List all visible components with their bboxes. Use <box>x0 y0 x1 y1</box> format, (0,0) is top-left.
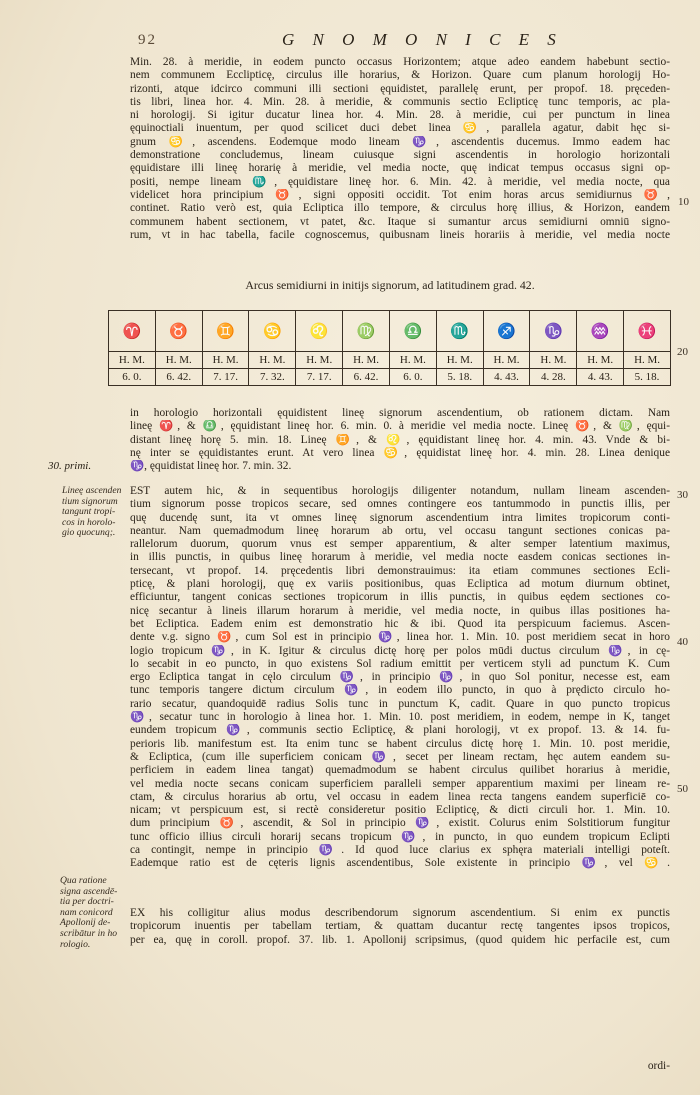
page-number: 92 <box>138 32 157 48</box>
margin-note-line: signa ascendē- <box>60 885 118 897</box>
text-line: nę inter se ęquidistantes erunt. At vero linea ♋, ęquidistat lineę hor. 4. min. 28. Linea denique <box>130 446 670 459</box>
text-line: ęquinoctiali inuentum, per quod scilicet duci debet linea ♋, parallela agatur, dabit hęc si- <box>130 122 670 135</box>
margin-note-method <box>60 876 117 950</box>
line-number: 20 <box>677 346 688 358</box>
table-cell-sign: ♉ <box>155 311 202 352</box>
text-line: in horologio horizontali ęquidistent lineę signorum ascendentium, ob rationem dictam. Nam <box>130 407 670 419</box>
table-cell-unit: H. M. <box>343 352 390 369</box>
text-line: tis libri, linea hor. 4. Min. 28. à meridie, & communis sectio Eclipticę tunc temporis, ac pla- <box>130 95 670 108</box>
table-row-values <box>109 369 671 386</box>
table-cell-value: 5. 18. <box>624 369 671 386</box>
margin-note-line: tangunt tropi- <box>62 506 116 518</box>
text-line: positi, nempe lineam ♏, ęquidistare lineę hor. 6. Min. 42. à meridie, vel media nocte, qua <box>130 175 670 188</box>
text-line: efficiuntur, tangent conicas sectiones tropicorum in illis punctis, in quibus eędem sectiones co- <box>130 591 670 604</box>
text-line: ♑, secatur tunc in horologio à linea hor. 1. Min. 10. post meridiem, in eodem, nempe in K, tanget <box>130 711 670 724</box>
text-line: logio tropicum ♑, in K. Igitur & circulus dictę horę per polos mūdi ductus circulum ♑, in cę- <box>130 644 670 657</box>
table-cell-sign: ♑ <box>530 311 577 352</box>
text-line: lineę ♈, & ♎, ęquidistant lineę hor. 6. min. 0. à meridie vel media nocte. Lineę ♉, & ♍, ęqui- <box>130 420 670 433</box>
text-line: tium signorum posse tropicos secare, sed omnes contingere eos tantummodo in punctis illis, per <box>130 498 670 511</box>
text-line: ♑, ęquidistat lineę hor. 7. min. 32. <box>130 460 292 473</box>
text-line: vel media nocte secans conicam superficiem paralleli semper apparentium maximi per lineam re- <box>130 777 670 790</box>
text-line: tunc temporis tangere dictum circulum ♑, in eodem illo puncto, in quo à prędicto circulo ho- <box>130 684 670 697</box>
table-cell-unit: H. M. <box>624 352 671 369</box>
text-line: bet Ecliptica. Eadem enim est demonstratio hic & ibi. Quod ita perspicuum faciemus. Ascen- <box>130 617 670 630</box>
text-line: demonstratione concludemus, lineam cuiusque signi ascendentis in horologio horizontali <box>130 149 670 162</box>
running-title: G N O M O N I C E S <box>282 30 563 49</box>
table-cell-unit: H. M. <box>296 352 343 369</box>
table-cell-unit: H. M. <box>483 352 530 369</box>
text-line: ca contingit, nempe in principio ♑. Id quod luce clarius ex sphęra materiali intelligi poteſt. <box>130 844 670 857</box>
table-cell-unit: H. M. <box>202 352 249 369</box>
paragraph-1 <box>130 56 670 242</box>
table-cell-sign: ♒ <box>577 311 624 352</box>
semidiurnal-arc-table <box>108 310 671 386</box>
margin-note-line: Qua ratione <box>60 875 107 886</box>
table-cell-value: 7. 17. <box>296 369 343 386</box>
table-cell-value: 6. 42. <box>155 369 202 386</box>
table-cell-sign: ♊ <box>202 311 249 352</box>
table-cell-unit: H. M. <box>389 352 436 369</box>
text-line: ni horologij. Si igitur ducatur linea hor. 4. Min. 28. à meridie, cui per punctum in linea <box>130 109 670 122</box>
text-line: distant lineę horę 5. min. 18. Lineę ♊, & ♌, ęquidistant lineę hor. 4. min. 43. Vnde & bi- <box>130 433 670 446</box>
line-number: 30 <box>677 489 688 501</box>
table-cell-value: 6. 0. <box>109 369 156 386</box>
table-cell-unit: H. M. <box>436 352 483 369</box>
text-line: EST autem hic, & in sequentibus horologijs diligenter notandum, nullam lineam ascenden- <box>130 485 670 497</box>
text-line: rizonti, atque idcirco communi illi sectioni ęquidistet, parallelę erunt, per propof. 18. pręceden- <box>130 82 670 95</box>
table-cell-sign: ♐ <box>483 311 530 352</box>
table-row-signs <box>109 311 671 352</box>
text-line: continet. Ratio verò est, quia Ecliptica illo tempore, & circulus horę illius, & Horizon, eandem <box>130 202 670 215</box>
text-line: rario secatur, quandoquidē radius Solis tunc in punctum K, cadit. Quare in quo puncto tropicus <box>130 697 670 710</box>
text-line: EX his colligitur alius modus describendorum signorum ascendentium. Si enim ex punctis <box>130 907 670 919</box>
paragraph-2 <box>130 407 670 473</box>
text-line: neantur. Nam quemadmodum lineę horarum ab ortu, vel occasu tangunt sectiones conicas pa- <box>130 524 670 537</box>
table-cell-value: 5. 18. <box>436 369 483 386</box>
text-line: dente v.g. signo ♉, cum Sol est in principio ♑, linea hor. 1. Min. 10. post meridiem secat in horo <box>130 631 670 644</box>
margin-note-line: gio quocunq;. <box>62 527 116 539</box>
text-line: gnum ♋, ascendens. Eodemque modo lineam ♑, ascendentis ducemus. Immo eadem hac <box>130 135 670 148</box>
table-cell-unit: H. M. <box>577 352 624 369</box>
margin-note-line: scribātur in ho <box>60 927 118 939</box>
table-cell-value: 7. 32. <box>249 369 296 386</box>
margin-note-line: cos in horolo- <box>62 516 116 528</box>
text-line: tunc officio illius circuli horarij secans tropicum ♑, in puncto, in quo eundem tropicum Eclipti <box>130 830 670 843</box>
text-line: ctam, & circulus horarius ab ortu, vel occasu in eadem linea recta tangens eandem superficiē co- <box>130 790 670 803</box>
table-cell-unit: H. M. <box>109 352 156 369</box>
text-line: nem communem Ecclipticę, circulus ille horarius, & Horizon. Quare cum planum horologij Ho- <box>130 69 670 82</box>
margin-reference: 30. primi. <box>48 460 92 472</box>
text-line: pticę, & plani horologij, quę ex variis positionibus, quas Ecliptica ad motum diurnum obtinet, <box>130 578 670 591</box>
table-caption: Arcus semidiurni in initijs signorum, ad latitudinem grad. 42. <box>245 278 535 292</box>
table-cell-sign: ♓ <box>624 311 671 352</box>
table-cell-sign: ♍ <box>343 311 390 352</box>
table-cell-unit: H. M. <box>249 352 296 369</box>
line-number: 50 <box>677 783 688 795</box>
table-cell-value: 7. 17. <box>202 369 249 386</box>
running-head <box>0 30 700 52</box>
text-line: perficiem in eadem linea tangat) quemadmodum se habent circulus quilibet horarius à meridie, <box>130 764 670 777</box>
table-cell-value: 6. 42. <box>343 369 390 386</box>
text-line: dum principium ♉, ascendit, & Sol in principio ♑, existit. Colurus enim Solstitiorum fungitur <box>130 817 670 830</box>
margin-note-line: tium signorum <box>62 495 118 507</box>
margin-note-tangent <box>62 486 121 539</box>
table-cell-sign: ♈ <box>109 311 156 352</box>
text-line: communem habent sectionem, vt patet, &c. Itaque si sumantur arcus semidiurni omniū signo- <box>130 215 670 228</box>
line-number: 40 <box>677 636 688 648</box>
table-cell-unit: H. M. <box>155 352 202 369</box>
text-line: lo secabit in eo puncto, in quo existens Sol radium emittit per verticem styli ad punctum K. Cum <box>130 657 670 670</box>
table-cell-value: 4. 43. <box>483 369 530 386</box>
text-line: perioris lib. manifestum est. Ita enim tunc se habent circulus dictę horę 1. Min. 10. post meridie, <box>130 737 670 750</box>
paragraph-3 <box>130 485 670 871</box>
text-line: tersecant, vt propof. 14. pręcedentis libri demonstrauimus: ita etiam communes sectiones Ecli- <box>130 564 670 577</box>
table-cell-sign: ♏ <box>436 311 483 352</box>
text-line: & Ecliptica, (cum ille superficiem conicam ♑, secet per lineam rectam, hęc autem eandem su- <box>130 750 670 763</box>
text-line: quę ducendę sunt, ita vt omnes lineę signorum ascendentium intra limites tropicorum conti- <box>130 511 670 524</box>
text-line: rum, vt in hac tabella, facile cognoscemus, quibusnam lineis horariis à meridie, vel media nocte <box>130 228 670 241</box>
margin-note-line: tia per doctri- <box>60 896 114 908</box>
table-cell-value: 6. 0. <box>389 369 436 386</box>
text-line: videlicet hora principium ♉, signi oppositi occidit. Tot enim horas arcus semidiurnus ♉, <box>130 188 670 201</box>
text-line: Min. 28. à meridie, in eodem puncto occasus Horizontem; atque adeo eandem habebunt sectio- <box>130 56 670 68</box>
table-cell-sign: ♌ <box>296 311 343 352</box>
table-cell-unit: H. M. <box>530 352 577 369</box>
table-cell-value: 4. 43. <box>577 369 624 386</box>
text-line: tropicorum inuentis per tabellam tertiam, & quattam ducantur rectę tangentes ipsos tropicos, <box>130 920 670 933</box>
text-line: nicę secantur à lineis illarum horarum à meridie, vel media nocte, in quibus illas positiones ha- <box>130 604 670 617</box>
text-line: nicam; vt perspicuum est, si rectè consideretur positio Eclipticę, & dicti circuli hor. 1. Min. 10. <box>130 804 670 817</box>
table-cell-sign: ♋ <box>249 311 296 352</box>
margin-note-line: Apollonij de- <box>60 917 111 929</box>
text-line: ergo Ecliptica tangat in cęlo circulum ♑, in principio ♑, in quo Sol ponitur, necesse est, eam <box>130 671 670 684</box>
text-line: ęquidistare illi lineę horarię à meridie, vel media nocte, quę indicat tempus occasus signi op- <box>130 162 670 175</box>
catchword: ordi- <box>647 1060 670 1072</box>
text-line: rallelorum duorum, quorum vnus est semper apparentium, & alter semper latentium maximus, <box>130 538 670 551</box>
margin-note-line: rologio. <box>60 938 91 950</box>
text-line: eundem tropicum ♑, communis sectio Eclipticę, & plani horologij, vt ex propof. 13. & 14. fu- <box>130 724 670 737</box>
table-cell-sign: ♎ <box>389 311 436 352</box>
paragraph-4 <box>130 907 670 947</box>
table-row-units <box>109 352 671 369</box>
text-line: Eademque ratio est de cęteris lignis ascendentibus, Sole existente in principio ♑, vel ♋. <box>130 857 670 870</box>
text-line: in illis punctis, in quibus lineę horarum à meridie, vel media nocte easdem conicas sectiones in- <box>130 551 670 564</box>
table-cell-value: 4. 28. <box>530 369 577 386</box>
line-number: 10 <box>678 196 689 208</box>
margin-note-line: nam conicord <box>60 906 113 918</box>
margin-note-line: Lineę ascenden <box>62 485 122 496</box>
text-line: per ea, quę in coroll. propof. 37. lib. 1. Apollonij scripsimus, (quod quidem hic perfacile est, cum <box>130 933 670 946</box>
